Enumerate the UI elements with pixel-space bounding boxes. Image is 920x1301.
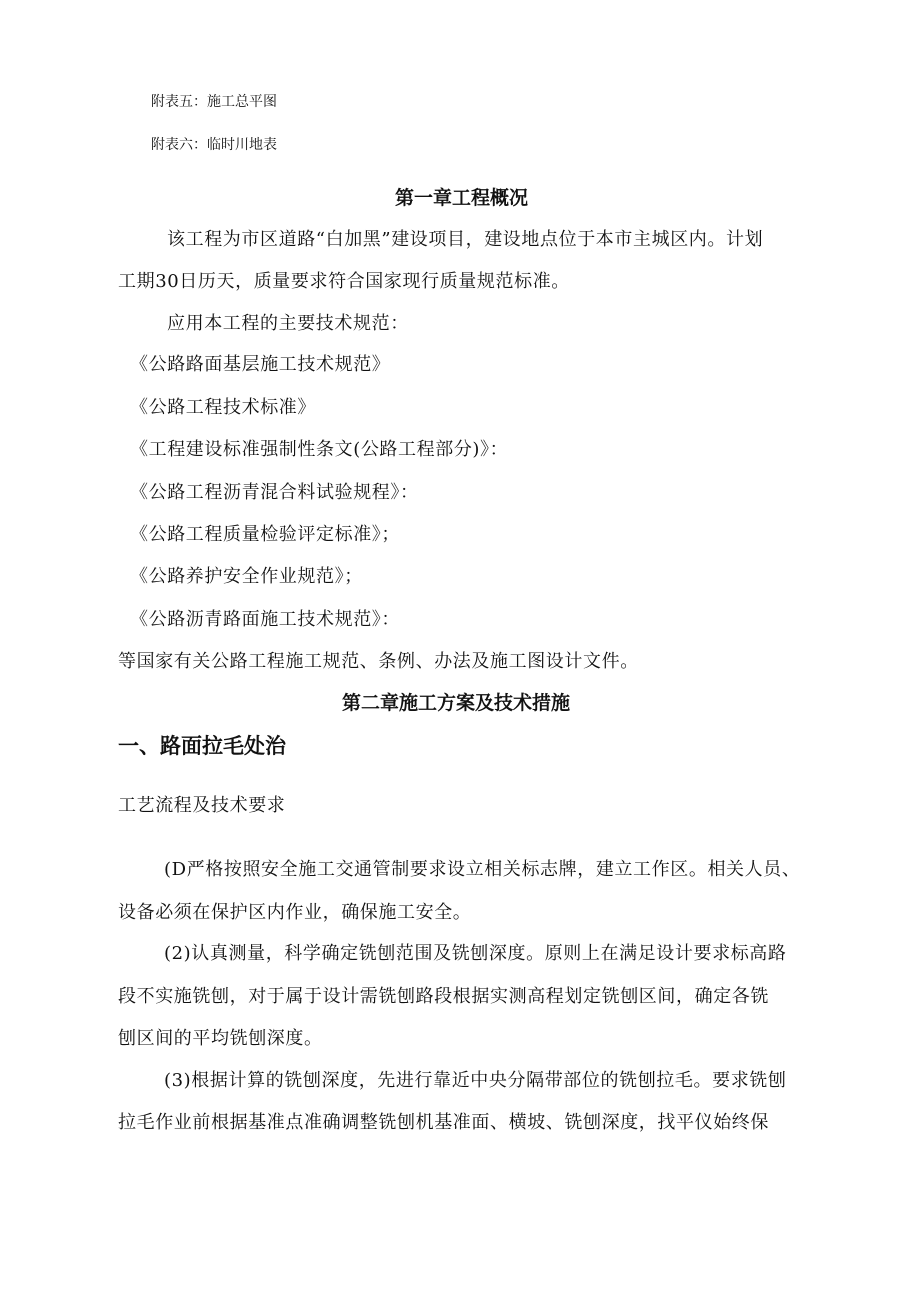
subsection-title: 工艺流程及技术要求 <box>118 795 286 816</box>
paragraph-3-line-1: (3)根据计算的铣刨深度，先进行靠近中央分隔带部位的铣刨拉毛。要求铣刨 <box>164 1070 787 1091</box>
spec-item: 《工程建设标准强制性条文(公路工程部分)》： <box>130 439 509 460</box>
intro-line-2: 工期30日历天，质量要求符合国家现行质量规范标准。 <box>118 271 570 292</box>
paragraph-2-line-1: (2)认真测量，科学确定铣刨范围及铣刨深度。原则上在满足设计要求标高路 <box>164 943 787 964</box>
paragraph-2-line-3: 刨区间的平均铣刨深度。 <box>118 1028 323 1049</box>
spec-item: 《公路工程质量检验评定标准》； <box>130 524 400 545</box>
closing-line: 等国家有关公路工程施工规范、条例、办法及施工图设计文件。 <box>118 651 639 672</box>
section-1-title: 一、路面拉毛处治 <box>118 734 286 758</box>
spec-item: 《公路沥青路面施工技术规范》： <box>130 609 400 630</box>
specs-heading: 应用本工程的主要技术规范： <box>167 313 409 334</box>
spec-item: 《公路工程技术标准》 <box>130 397 316 418</box>
paragraph-2-line-2: 段不实施铣刨，对于属于设计需铣刨路段根据实测高程划定铣刨区间，确定各铣 <box>118 986 769 1007</box>
chapter-1-title: 第一章工程概况 <box>395 187 529 209</box>
spec-item: 《公路养护安全作业规范》； <box>130 566 363 587</box>
intro-line-1: 该工程为市区道路“白加黑”建设项目，建设地点位于本市主城区内。计划 <box>167 229 764 250</box>
attachment-6: 附表六：临时川地表 <box>151 137 277 153</box>
paragraph-1-line-1: (D严格按照安全施工交通管制要求设立相关标志牌，建立工作区。相关人员、 <box>164 859 801 880</box>
attachment-5: 附表五：施工总平图 <box>151 94 277 110</box>
paragraph-1-line-2: 设备必须在保护区内作业，确保施工安全。 <box>118 902 472 923</box>
spec-item: 《公路工程沥青混合料试验规程》： <box>130 482 419 503</box>
chapter-2-title: 第二章施工方案及技术措施 <box>342 692 571 714</box>
paragraph-3-line-2: 拉毛作业前根据基准点准确调整铣刨机基准面、横坡、铣刨深度，找平仪始终保 <box>118 1112 769 1133</box>
spec-item: 《公路路面基层施工技术规范》 <box>130 354 391 375</box>
